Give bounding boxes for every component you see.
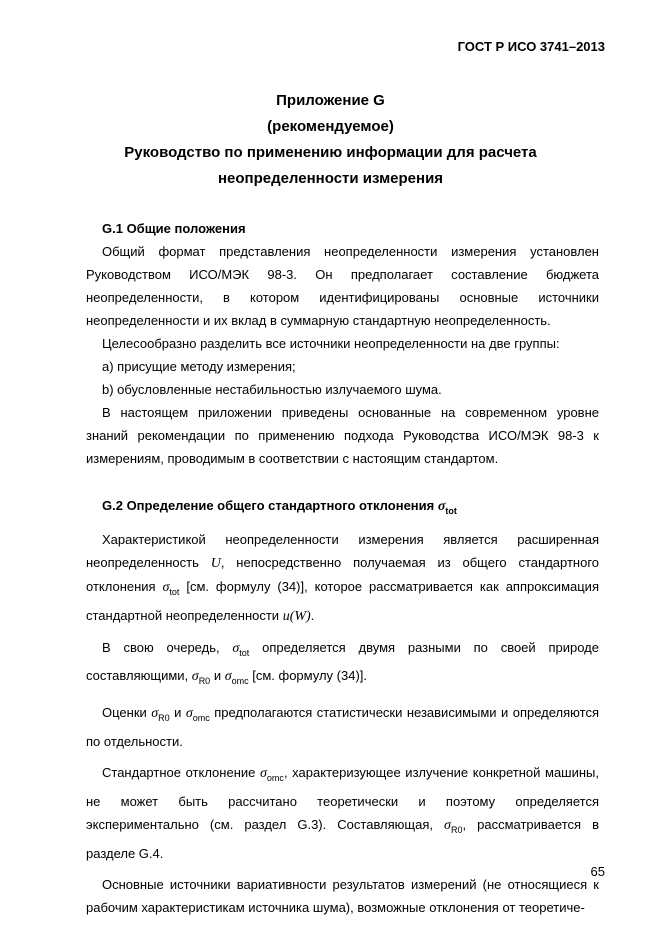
section-g2-heading-text: G.2 Определение общего стандартного отклонения: [102, 498, 435, 513]
page-number: 65: [590, 864, 605, 879]
sigma-omc-symbol: $\sigma_{omc}$: [260, 765, 284, 783]
g1-list-item-a: а) присущие методу измерения;: [102, 359, 296, 374]
appendix-status: (рекомендуемое): [267, 118, 394, 135]
g1-list-item-b: b) обусловленные нестабильностью излучаемого шума.: [102, 382, 442, 397]
sigma-tot-symbol: $\sigma_{tot}$: [162, 579, 180, 597]
document-code: ГОСТ Р ИСО 3741–2013: [457, 39, 605, 54]
appendix-heading-line-1: Руководство по применению информации для расчета: [124, 144, 537, 161]
appendix-heading-line-2: неопределенности измерения: [217, 170, 444, 187]
g2-paragraph-1: Характеристикой неопределенности измерения является расширенная неопределенность U, непосредственно получаемая из общего стандартного отклонения $\sigma_{tot}$ [см. формулу (34)], которое рассматривается как аппроксимация стандартной неопределенности u(W).: [86, 531, 600, 624]
g1-paragraph-2: Целесообразно разделить все источники неопределенности на две группы:: [102, 336, 560, 351]
sigma-r0-symbol: $\sigma_{R0}$: [151, 706, 170, 723]
g2-paragraph-2: В свою очередь, $\sigma_{tot}$ определяется двумя разными по своей природе составляющими, $\sigma_{R0}$ и $\sigma_{omc}$ [см. формулу (34)].: [86, 639, 599, 687]
appendix-label: Приложение G: [276, 92, 385, 109]
sigma-tot-symbol: $\sigma_{tot}$: [232, 640, 250, 658]
expanded-uncertainty-symbol: U: [210, 555, 221, 571]
sigma-omc-symbol: $\sigma_{omc}$: [185, 706, 210, 723]
g1-paragraph-3: В настоящем приложении приведены основанные на современном уровне знаний рекомендации по применению подхода Руководства ИСО/МЭК 98-3 к измерениям, проводимым в соответствии с настоящим стандартом.: [86, 405, 599, 466]
g2-paragraph-3: Оценки $\sigma_{R0}$ и $\sigma_{omc}$ предполагаются статистически независимыми и определяются по отдельности.: [86, 705, 599, 749]
standard-uncertainty-symbol: u(W): [282, 608, 311, 624]
appendix-title: [60, 88, 601, 192]
sigma-r0-symbol: $\sigma_{R0}$: [444, 817, 463, 835]
document-body: [86, 213, 599, 919]
section-g2-heading: [86, 494, 599, 523]
sigma-r0-symbol: $\sigma_{R0}$: [191, 669, 211, 687]
g2-paragraph-5: Основные источники вариативности результатов измерений (не относящиеся к рабочим характеристикам источника шума), возможные отклонения от теоретиче-: [86, 876, 599, 915]
g2-paragraph-4: Стандартное отклонение $\sigma_{omc}$, характеризующее излучение конкретной машины, не может быть рассчитано теоретически и поэтому определяется экспериментально (см. раздел G.3). Составляющая, $\sigma_{R0}$, рассматривается в разделе G.4.: [86, 764, 599, 861]
g1-paragraph-1: Общий формат представления неопределенности измерения установлен Руководством ИСО/МЭК 98-3. Он предполагает составление бюджета неопределенности, в котором идентифицированы основные источники неопределенности и их вклад в суммарную стандартную неопределенность.: [86, 244, 599, 328]
sigma-tot-symbol: $\sigma_{tot}$: [437, 499, 457, 516]
section-g1-heading: G.1 Общие положения: [102, 221, 246, 236]
sigma-omc-symbol: $\sigma_{omc}$: [224, 669, 249, 687]
